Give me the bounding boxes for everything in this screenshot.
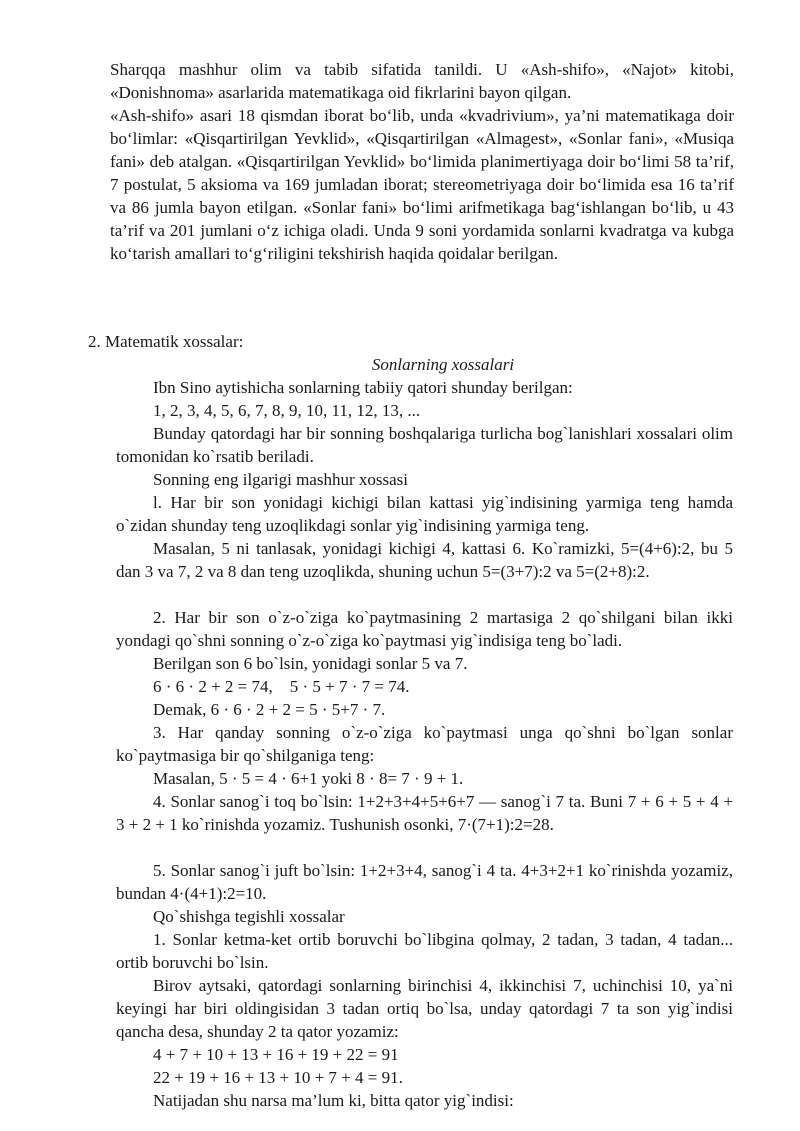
property-2-equation-1: 6 · 6 · 2 + 2 = 74, 5 · 5 + 7 · 7 = 74. — [153, 677, 410, 696]
intro-paragraph-2: «Ash-shifo» asari 18 qismdan iborat bo‘lib, unda «kvadrivium», ya’ni matematikaga doir bo‘limlar: «Qisqartirilgan Yevklid», «Qisqartirilgan «Almagest», «Sonlar fani», «Musiqa fani» deb atalgan. «Qisqartirilgan Yevklid» bo‘limida planimertiyaga doir bo‘limi 58 ta’rif, 7 postulat, 5 aksioma va 169 jumladan iborat; stereometriyaga doir bo‘limida esa 16 ta’rif va 86 jumla bayon etilgan. «Sonlar fani» bo‘limi arifmetikaga bag‘ishlangan bo‘lib, u 43 ta’rif va 201 jumlani o‘z ichiga oladi. Unda 9 soni yordamida sonlarni kvadratga va kubga ko‘tarish amallari to‘g‘riligini tekshirish haqida qoidalar berilgan. — [110, 106, 734, 263]
property-5: 5. Sonlar sanog`i juft bo`lsin: 1+2+3+4, sanog`i 4 ta. 4+3+2+1 ko`rinishda yozamiz, bundan 4·(4+1):2=10. — [116, 861, 733, 903]
addition-example: Birov aytsaki, qatordagi sonlarning birinchisi 4, ikkinchisi 7, uchinchisi 10, ya`ni keyingi har biri oldingisidan 3 tadan ortiq bo`lsa, unday qatordagi 7 ta son yig`indisi qancha desa, shunday 2 ta qator yozamiz: — [116, 976, 733, 1041]
famous-property-heading: Sonning eng ilgarigi mashhur xossasi — [153, 470, 408, 489]
natural-series-intro: Ibn Sino aytishicha sonlarning tabiiy qatori shunday berilgan: — [153, 378, 573, 397]
addition-property-1: 1. Sonlar ketma-ket ortib boruvchi bo`libgina qolmay, 2 tadan, 3 tadan, 4 tadan... ortib boruvchi bo`lsin. — [116, 930, 733, 972]
intro-paragraph-1: Sharqqa mashhur olim va tabib sifatida tanildi. U «Ash-shifo», «Najot» kitobi, «Donishnoma» asarlarida matematikaga oid fikrlarini bayon qilgan. — [110, 60, 734, 102]
property-2-equation-2: Demak, 6 · 6 · 2 + 2 = 5 · 5+7 · 7. — [153, 700, 386, 719]
property-2: 2. Har bir son o`z-o`ziga ko`paytmasining 2 martasiga 2 qo`shilgani bilan ikki yondagi qo`shni sonning o`z-o`ziga ko`paytmasi yig`indisiga teng bo`ladi. — [116, 608, 733, 650]
sum-row-1: 4 + 7 + 10 + 13 + 16 + 19 + 22 = 91 — [153, 1045, 399, 1064]
property-1: l. Har bir son yonidagi kichigi bilan kattasi yig`indisining yarmiga teng hamda o`zidan shunday teng uzoqlikdagi sonlar yig`indisining yarmiga teng. — [116, 493, 733, 535]
relations-paragraph: Bunday qatordagi har bir sonning boshqalariga turlicha bog`lanishlari xossalari olim tomonidan ko`rsatib beriladi. — [116, 424, 733, 466]
section-heading: 2. Matematik xossalar: — [88, 332, 244, 351]
property-4: 4. Sonlar sanog`i toq bo`lsin: 1+2+3+4+5+6+7 — sanog`i 7 ta. Buni 7 + 6 + 5 + 4 + 3 + 2 + 1 ko`rinishda yozamiz. Tushunish osonki, 7·(7+1):2=28. — [116, 792, 733, 834]
property-1-example: Masalan, 5 ni tanlasak, yonidagi kichigi 4, kattasi 6. Ko`ramizki, 5=(4+6):2, bu 5 dan 3 va 7, 2 va 8 dan teng uzoqlikda, shuning uchun 5=(3+7):2 va 5=(2+8):2. — [116, 539, 733, 581]
addition-properties-heading: Qo`shishga tegishli xossalar — [153, 907, 345, 926]
natural-series-sequence: 1, 2, 3, 4, 5, 6, 7, 8, 9, 10, 11, 12, 13, ... — [153, 401, 421, 420]
property-3-example: Masalan, 5 · 5 = 4 · 6+1 yoki 8 · 8= 7 · 9 + 1. — [153, 769, 464, 788]
property-3: 3. Har qanday sonning o`z-o`ziga ko`paytmasi unga qo`shni bo`lgan sonlar ko`paytmasiga bir qo`shilganiga teng: — [116, 723, 733, 765]
conclusion-line: Natijadan shu narsa ma’lum ki, bitta qator yig`indisi: — [153, 1091, 514, 1110]
section-subtitle: Sonlarning xossalari — [371, 355, 515, 374]
property-2-given: Berilgan son 6 bo`lsin, yonidagi sonlar 5 va 7. — [153, 654, 468, 673]
sum-row-2: 22 + 19 + 16 + 13 + 10 + 7 + 4 = 91. — [153, 1068, 403, 1087]
